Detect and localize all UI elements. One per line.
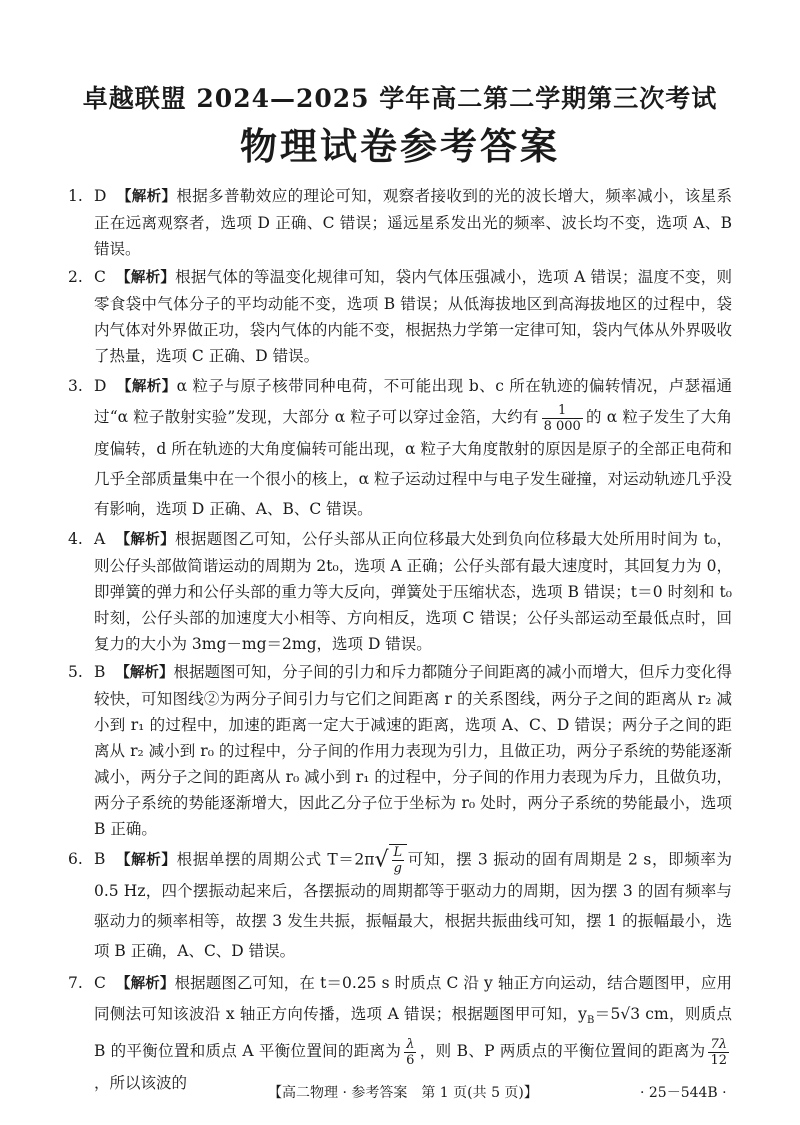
item-number: 3. [68, 377, 83, 395]
item-number: 4. [68, 529, 83, 548]
fraction-numerator: 7λ [708, 1037, 729, 1053]
footer-code: · 25－544B · [640, 1085, 727, 1101]
radicand [389, 844, 408, 877]
fraction [404, 1037, 416, 1068]
square-root [374, 844, 407, 877]
answer-choice: C [94, 974, 106, 992]
answer-item-6 [68, 844, 732, 967]
answer-item-7 [68, 968, 732, 1098]
analysis-text-cont: ，所以该波的 [94, 1073, 188, 1092]
answer-list [68, 183, 732, 1100]
analysis-tag: 【解析】 [115, 531, 176, 548]
analysis-tag: 【解析】 [115, 664, 174, 681]
document-title: 物理试卷参考答案 [240, 124, 560, 168]
analysis-text-cont: ，则 B、P 两质点的平衡位置间的距离为 [419, 1042, 706, 1061]
radical-sign: √ [374, 846, 389, 872]
analysis-tag: 【解析】 [116, 379, 177, 395]
analysis-tag: 【解析】 [115, 851, 177, 868]
fraction [708, 1037, 729, 1068]
analysis-text: 根据气体的等温变化规律可知，袋内气体压强减小，选项 A 错误；温度不变，则零食袋中气体分子的平均动能不变，选项 B 错误；从低海拔地区到高海拔地区的过程中，袋内气体对外界做正功，袋内气体的内能不变，根据热力学第一定律可知，袋内气体从外界吸收了热量，选项 C 正确、D 错误。 [94, 268, 732, 365]
fraction [542, 403, 583, 434]
item-number: 5. [68, 662, 83, 681]
fraction-denominator: g [393, 861, 402, 876]
fraction-denominator: 12 [710, 1052, 727, 1068]
analysis-text: 根据题图乙可知，公仔头部从正向位移最大处到负向位移最大处所用时间为 t₀，则公仔头部做简谐运动的周期为 2t₀，选项 A 正确；公仔头部有最大速度时，其回复力为 0，即弹簧的弹力和公仔头部的重力等大反向，弹簧处于压缩状态，选项 B 错误；t＝0 时刻和 t₀ 时刻，公仔头部的加速度大小相等、方向相反，选项 C 错误；公仔头部运动至最低点时，回复力的大小为 3mg－mg＝2mg，选项 D 错误。 [94, 529, 733, 653]
analysis-text-cont: ＝5√3 cm，则质点 B 的平衡位置和质点 A 平衡位置间的距离为 [94, 1005, 733, 1061]
item-number: 6. [68, 849, 83, 868]
footer-page-info: 【高二物理 · 参考答案 第 1 页(共 5 页)】 [268, 1085, 538, 1101]
answer-item-4 [68, 526, 732, 657]
analysis-tag: 【解析】 [116, 189, 177, 205]
answer-choice: C [94, 268, 106, 286]
exam-title: 卓越联盟 2024—2025 学年高二第二学期第三次考试 [82, 84, 718, 113]
analysis-text-cont: 可知，摆 3 振动的固有周期是 2 s，即频率为 0.5 Hz，四个摆振动起来后，各摆振动的周期都等于驱动力的周期，因为摆 3 的固有频率与驱动力的频率相等，故摆 3 发生共振，振幅最大，根据共振曲线可知，摆 1 的振幅最小，选项 B 正确，A、C、D 错误。 [94, 849, 732, 960]
analysis-text: 根据多普勒效应的理论可知，观察者接收到的光的波长增大，频率减小，该星系正在远离观察者，选项 D 正确、C 错误；遥远星系发出光的频率、波长均不变，选项 A、B 错误。 [94, 187, 732, 258]
fraction-denominator: 8 000 [543, 418, 581, 434]
analysis-tag: 【解析】 [115, 270, 176, 286]
answer-item-2 [68, 264, 732, 369]
item-number: 7. [68, 974, 83, 992]
analysis-text: 根据题图乙可知，在 t＝0.25 s 时质点 C 沿 y 轴正方向运动，结合题图甲，应用同侧法可知该波沿 x 轴正方向传播，选项 A 错误；根据题图甲可知，y [94, 974, 732, 1023]
item-number: 1. [68, 187, 83, 205]
fraction-denominator: 6 [406, 1052, 415, 1068]
analysis-text: α 粒子与原子核带同种电荷，不可能出现 b、c 所在轨迹的偏转情况，卢瑟福通过“α 粒子散射实验”发现，大部分 α 粒子可以穿过金箔，大约有 [94, 377, 732, 426]
answer-item-1 [68, 183, 732, 262]
item-number: 2. [68, 268, 83, 286]
analysis-tag: 【解析】 [115, 976, 175, 992]
answer-choice: B [94, 849, 106, 868]
fraction-numerator: 1 [542, 403, 583, 419]
answer-choice: D [94, 377, 107, 395]
subscript: B [586, 1015, 595, 1027]
analysis-text: 根据单摆的周期公式 T＝2π [176, 849, 375, 868]
answer-item-3 [68, 371, 732, 524]
title-block [0, 82, 800, 170]
answer-item-5 [68, 659, 732, 842]
analysis-text-cont: 的 α 粒子发生了大角度偏转，d 所在轨迹的大角度偏转可能出现，α 粒子大角度散射的原因是原子的全部正电荷和几乎全部质量集中在一个很小的核上，α 粒子运动过程中与电子发生碰撞，对运动轨迹几乎没有影响，选项 D 正确、A、B、C 错误。 [94, 408, 732, 518]
answer-choice: A [94, 529, 106, 548]
fraction [392, 845, 405, 876]
answer-choice: B [94, 662, 106, 681]
fraction-numerator: λ [404, 1037, 416, 1053]
analysis-text: 根据题图可知，分子间的引力和斥力都随分子间距离的减小而增大，但斥力变化得较快，可知图线②为两分子间引力与它们之间距离 r 的关系图线，两分子之间的距离从 r₂ 减小到 r₁ 的过程中，加速的距离一定大于减速的距离，选项 A、C、D 错误；两分子之间的距离从 r₂ 减小到 r₀ 的过程中，分子间的作用力表现为引力，且做正功，两分子系统的势能逐渐减小，两分子之间的距离从 r₀ 减小到 r₁ 的过程中，分子间的作用力表现为斥力，且做负功，两分子系统的势能逐渐增大，因此乙分子位于坐标为 r₀ 处时，两分子系统的势能最小，选项 B 正确。 [94, 662, 732, 838]
answer-choice: D [94, 187, 107, 205]
fraction-numerator: L [393, 845, 403, 860]
